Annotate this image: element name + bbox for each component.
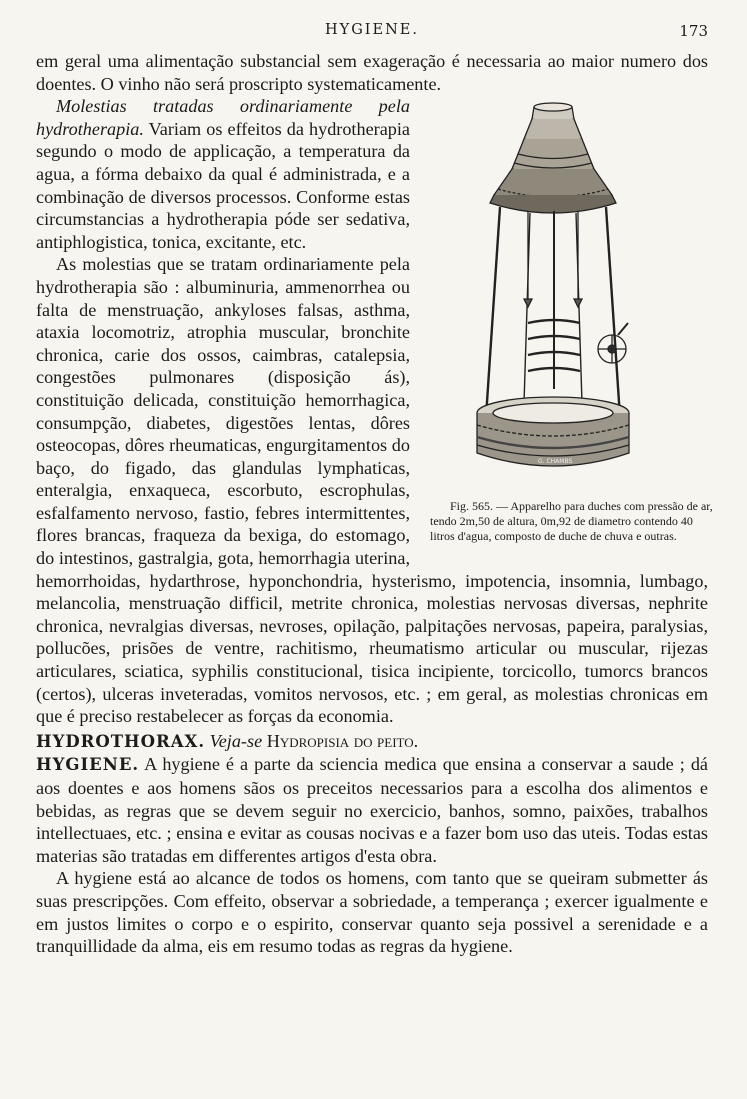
body-text	[36, 50, 713, 958]
headword-hygiene: HYGIENE.	[36, 755, 140, 775]
paragraph-hygiene-rules: A hygiene está ao alcance de todos os homens, com tanto que se queiram submetter ás suas prescripções. Com effeito, observar a sobriedade, a temperança ; exercer igualmente e em justos limites o corpo e o espirito, conservar quanto seja possivel a serenidade e a tranquillidade da alma, eis em resumo todas as regras da hygiene.	[36, 868, 708, 957]
entry-hygiene	[36, 753, 708, 867]
page-number: 173	[679, 22, 708, 40]
shower-apparatus-icon	[468, 99, 638, 493]
cross-reference: Hydropisia do peito.	[266, 730, 419, 751]
headword-hydrothorax: HYDROTHORAX.	[36, 731, 206, 751]
paragraph-molestias-text: Variam os effeitos da hydrotherapia segundo o modo de applicação, a temperatura da agua, a fórma debaixo da qual é administrada, e a combinação de diversos processos. Conforme estas circumstancias a hydrotherapia póde ser sedativa, antiphlogistica, tonica, excitante, etc.	[36, 118, 410, 252]
figure-caption	[424, 499, 720, 544]
see-also-label: Veja-se	[209, 730, 263, 751]
caption-text: — Apparelho para duches com pressão de ar, tendo 2m,50 de altura, 0m,92 de diametro contendo 40 litros d'agua, composto de duche de chuva e outras.	[430, 499, 713, 544]
paragraph-molestias-list: As molestias que se tratam ordinariamente pela hydrotherapia são : albuminuria, ammenorrhea ou falta de menstruação, ankyloses falsas, asthma, ataxia locomotriz, atrophia muscular, bronchite chronica, carie dos ossos, caimbras, catalepsia, congestões pulmonares (disposição ás), constituição delicada, constituição hemorrhagica, consumpção, diabetes, digestões lentas, dôres osteocopas, dôres rheumaticas, engurgitamentos do baço, do figado, das glandulas lymphaticas, enteralgia, enxaqueca, escorbuto, escrophulas, esfalfamento nervoso, fastio, febres intermittentes, flores brancas, fraqueza da bexiga, do estomago, do intestinos, gastralgia, gota, hemorrhagia uterina, hemorrhoidas, hydarthrose, hyponchondria, hysterismo, impotencia, insomnia, lumbago, melancolia, menstruação difficil, metrite chronica, molestias nervosas diversas, nephrite chronica, nevralgias diversas, nevroses, opilação, palpitações nervosas, papeira, paralysias, pollucões, prisões de ventre, rachitismo, rheumatismo articular ou muscular, rijezas articulares, sciatica, syphilis constitucional, tisica incipiente, torcicollo, tumorcs brancos (certos), ulceras inveteradas, vomitos nervosos, etc. ; em geral, as molestias chronicas em que é preciso restabelecer as forças da economia.	[36, 254, 708, 727]
hygiene-definition: A hygiene é a parte da sciencia medica que ensina a conservar a saude ; dá aos doentes e aos homens sãos os preceitos necessarios para a escolha dos alimentos e bebidas, as regras que se devem seguir no exercicio, banhos, somno, paixões, trabalhos intellectuaes, etc. ; ensina e evitar as cousas nocivas e a fazer bom uso das uteis. Todas estas materias são tratadas em differentes artigos d'esta obra.	[36, 754, 708, 866]
entry-hydrothorax	[36, 730, 708, 754]
running-header	[36, 22, 708, 46]
figure-565	[424, 99, 720, 548]
engraver-signature: G. CHAMBS	[538, 458, 573, 466]
running-title: HYGIENE.	[325, 22, 419, 38]
paragraph-alimentacao: em geral uma alimentação substancial sem exageração é necessaria ao maior numero dos doentes. O vinho não será proscripto systematicamente.	[36, 51, 708, 94]
section-heading-molestias: Molestias tratadas ordinariamente pela hydrotherapia.	[36, 96, 410, 139]
caption-label: Fig. 565.	[450, 499, 494, 514]
